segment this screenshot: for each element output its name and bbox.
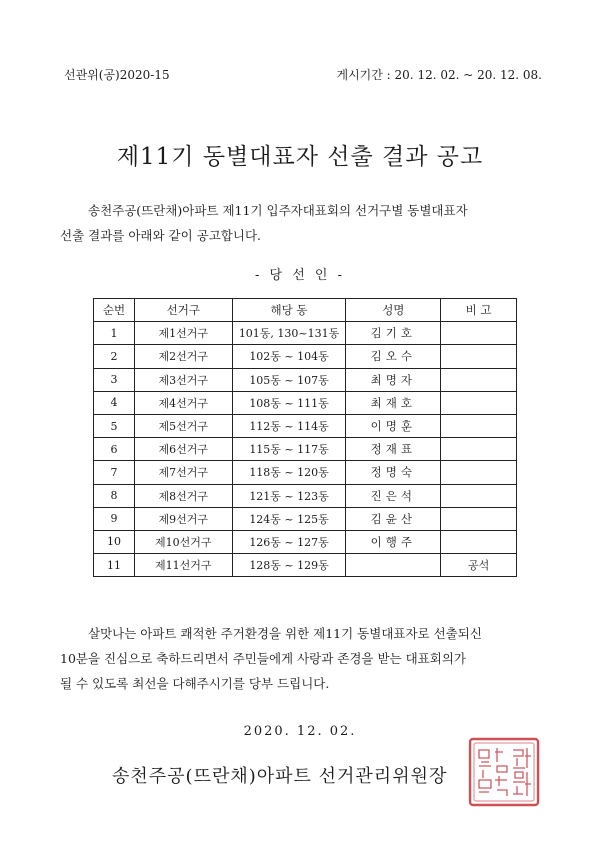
cell-district: 제8선거구	[134, 484, 232, 507]
cell-name: 이명훈	[346, 414, 441, 437]
cell-buildings: 105동 ~ 107동	[232, 368, 346, 391]
intro-line-2: 선출 결과를 아래와 같이 공고합니다.	[60, 228, 261, 243]
cell-name: 정재표	[346, 438, 441, 461]
cell-no: 6	[94, 438, 135, 461]
issuer-name: 송천주공(뜨란채)아파트 선거관리위원장	[112, 766, 448, 787]
intro-paragraph	[60, 198, 560, 248]
cell-note: 공석	[441, 554, 517, 577]
header-note: 비 고	[441, 299, 517, 322]
cell-note	[441, 484, 517, 507]
cell-name	[346, 554, 441, 577]
cell-name: 최명자	[346, 368, 441, 391]
cell-note	[441, 530, 517, 553]
cell-no: 1	[94, 322, 135, 345]
table-row	[94, 461, 517, 484]
cell-name: 진은석	[346, 484, 441, 507]
cell-no: 8	[94, 484, 135, 507]
intro-line-1: 송천주공(뜨란채)아파트 제11기 입주자대표회의 선거구별 동별대표자	[88, 203, 468, 218]
cell-name: 김오수	[346, 345, 441, 368]
table-row	[94, 507, 517, 530]
cell-note	[441, 391, 517, 414]
cell-buildings: 124동 ~ 125동	[232, 507, 346, 530]
cell-note	[441, 461, 517, 484]
cell-buildings: 101동, 130~131동	[232, 322, 346, 345]
cell-no: 4	[94, 391, 135, 414]
cell-buildings: 126동 ~ 127동	[232, 530, 346, 553]
header-district: 선거구	[134, 299, 232, 322]
table-row	[94, 322, 517, 345]
cell-buildings: 115동 ~ 117동	[232, 438, 346, 461]
closing-paragraph	[60, 621, 560, 696]
cell-buildings: 112동 ~ 114동	[232, 414, 346, 437]
cell-no: 9	[94, 507, 135, 530]
cell-no: 7	[94, 461, 135, 484]
table-header-row	[94, 299, 517, 322]
cell-district: 제3선거구	[134, 368, 232, 391]
cell-name: 이행주	[346, 530, 441, 553]
table-row	[94, 530, 517, 553]
cell-note	[441, 322, 517, 345]
notice-title: 제11기 동별대표자 선출 결과 공고	[116, 144, 484, 170]
cell-note	[441, 507, 517, 530]
cell-buildings: 121동 ~ 123동	[232, 484, 346, 507]
header-no: 순번	[94, 299, 135, 322]
cell-district: 제11선거구	[134, 554, 232, 577]
cell-district: 제6선거구	[134, 438, 232, 461]
cell-district: 제9선거구	[134, 507, 232, 530]
cell-no: 2	[94, 345, 135, 368]
cell-buildings: 118동 ~ 120동	[232, 461, 346, 484]
cell-name: 김기호	[346, 322, 441, 345]
cell-no: 10	[94, 530, 135, 553]
winners-heading: - 당 선 인 -	[255, 268, 345, 283]
table-row	[94, 438, 517, 461]
results-table	[93, 298, 517, 577]
cell-name: 김윤산	[346, 507, 441, 530]
posting-period: 게시기간 : 20. 12. 02. ~ 20. 12. 08.	[336, 68, 542, 82]
closing-line-1: 살맛나는 아파트 쾌적한 주거환경을 위한 제11기 동별대표자로 선출되신	[88, 626, 482, 641]
cell-note	[441, 414, 517, 437]
table-row	[94, 345, 517, 368]
cell-buildings: 102동 ~ 104동	[232, 345, 346, 368]
table-row	[94, 391, 517, 414]
cell-no: 11	[94, 554, 135, 577]
closing-line-3: 될 수 있도록 최선을 다해주시기를 당부 드립니다.	[60, 676, 330, 691]
cell-note	[441, 438, 517, 461]
notice-date: 2020. 12. 02.	[243, 724, 357, 739]
cell-no: 5	[94, 414, 135, 437]
cell-district: 제1선거구	[134, 322, 232, 345]
cell-name: 정명숙	[346, 461, 441, 484]
cell-note	[441, 368, 517, 391]
official-seal-stamp	[467, 736, 541, 808]
cell-buildings: 128동 ~ 129동	[232, 554, 346, 577]
table-row	[94, 414, 517, 437]
cell-district: 제7선거구	[134, 461, 232, 484]
cell-note	[441, 345, 517, 368]
cell-no: 3	[94, 368, 135, 391]
closing-line-2: 10분을 진심으로 축하드리면서 주민들에게 사랑과 존경을 받는 대표회의가	[60, 651, 466, 666]
header-name: 성명	[346, 299, 441, 322]
cell-district: 제10선거구	[134, 530, 232, 553]
table-row	[94, 368, 517, 391]
cell-district: 제4선거구	[134, 391, 232, 414]
cell-district: 제5선거구	[134, 414, 232, 437]
header-buildings: 해당 동	[232, 299, 346, 322]
document-number: 선관위(공)2020-15	[64, 68, 170, 82]
cell-district: 제2선거구	[134, 345, 232, 368]
table-row	[94, 484, 517, 507]
cell-buildings: 108동 ~ 111동	[232, 391, 346, 414]
table-row	[94, 554, 517, 577]
cell-name: 최재호	[346, 391, 441, 414]
